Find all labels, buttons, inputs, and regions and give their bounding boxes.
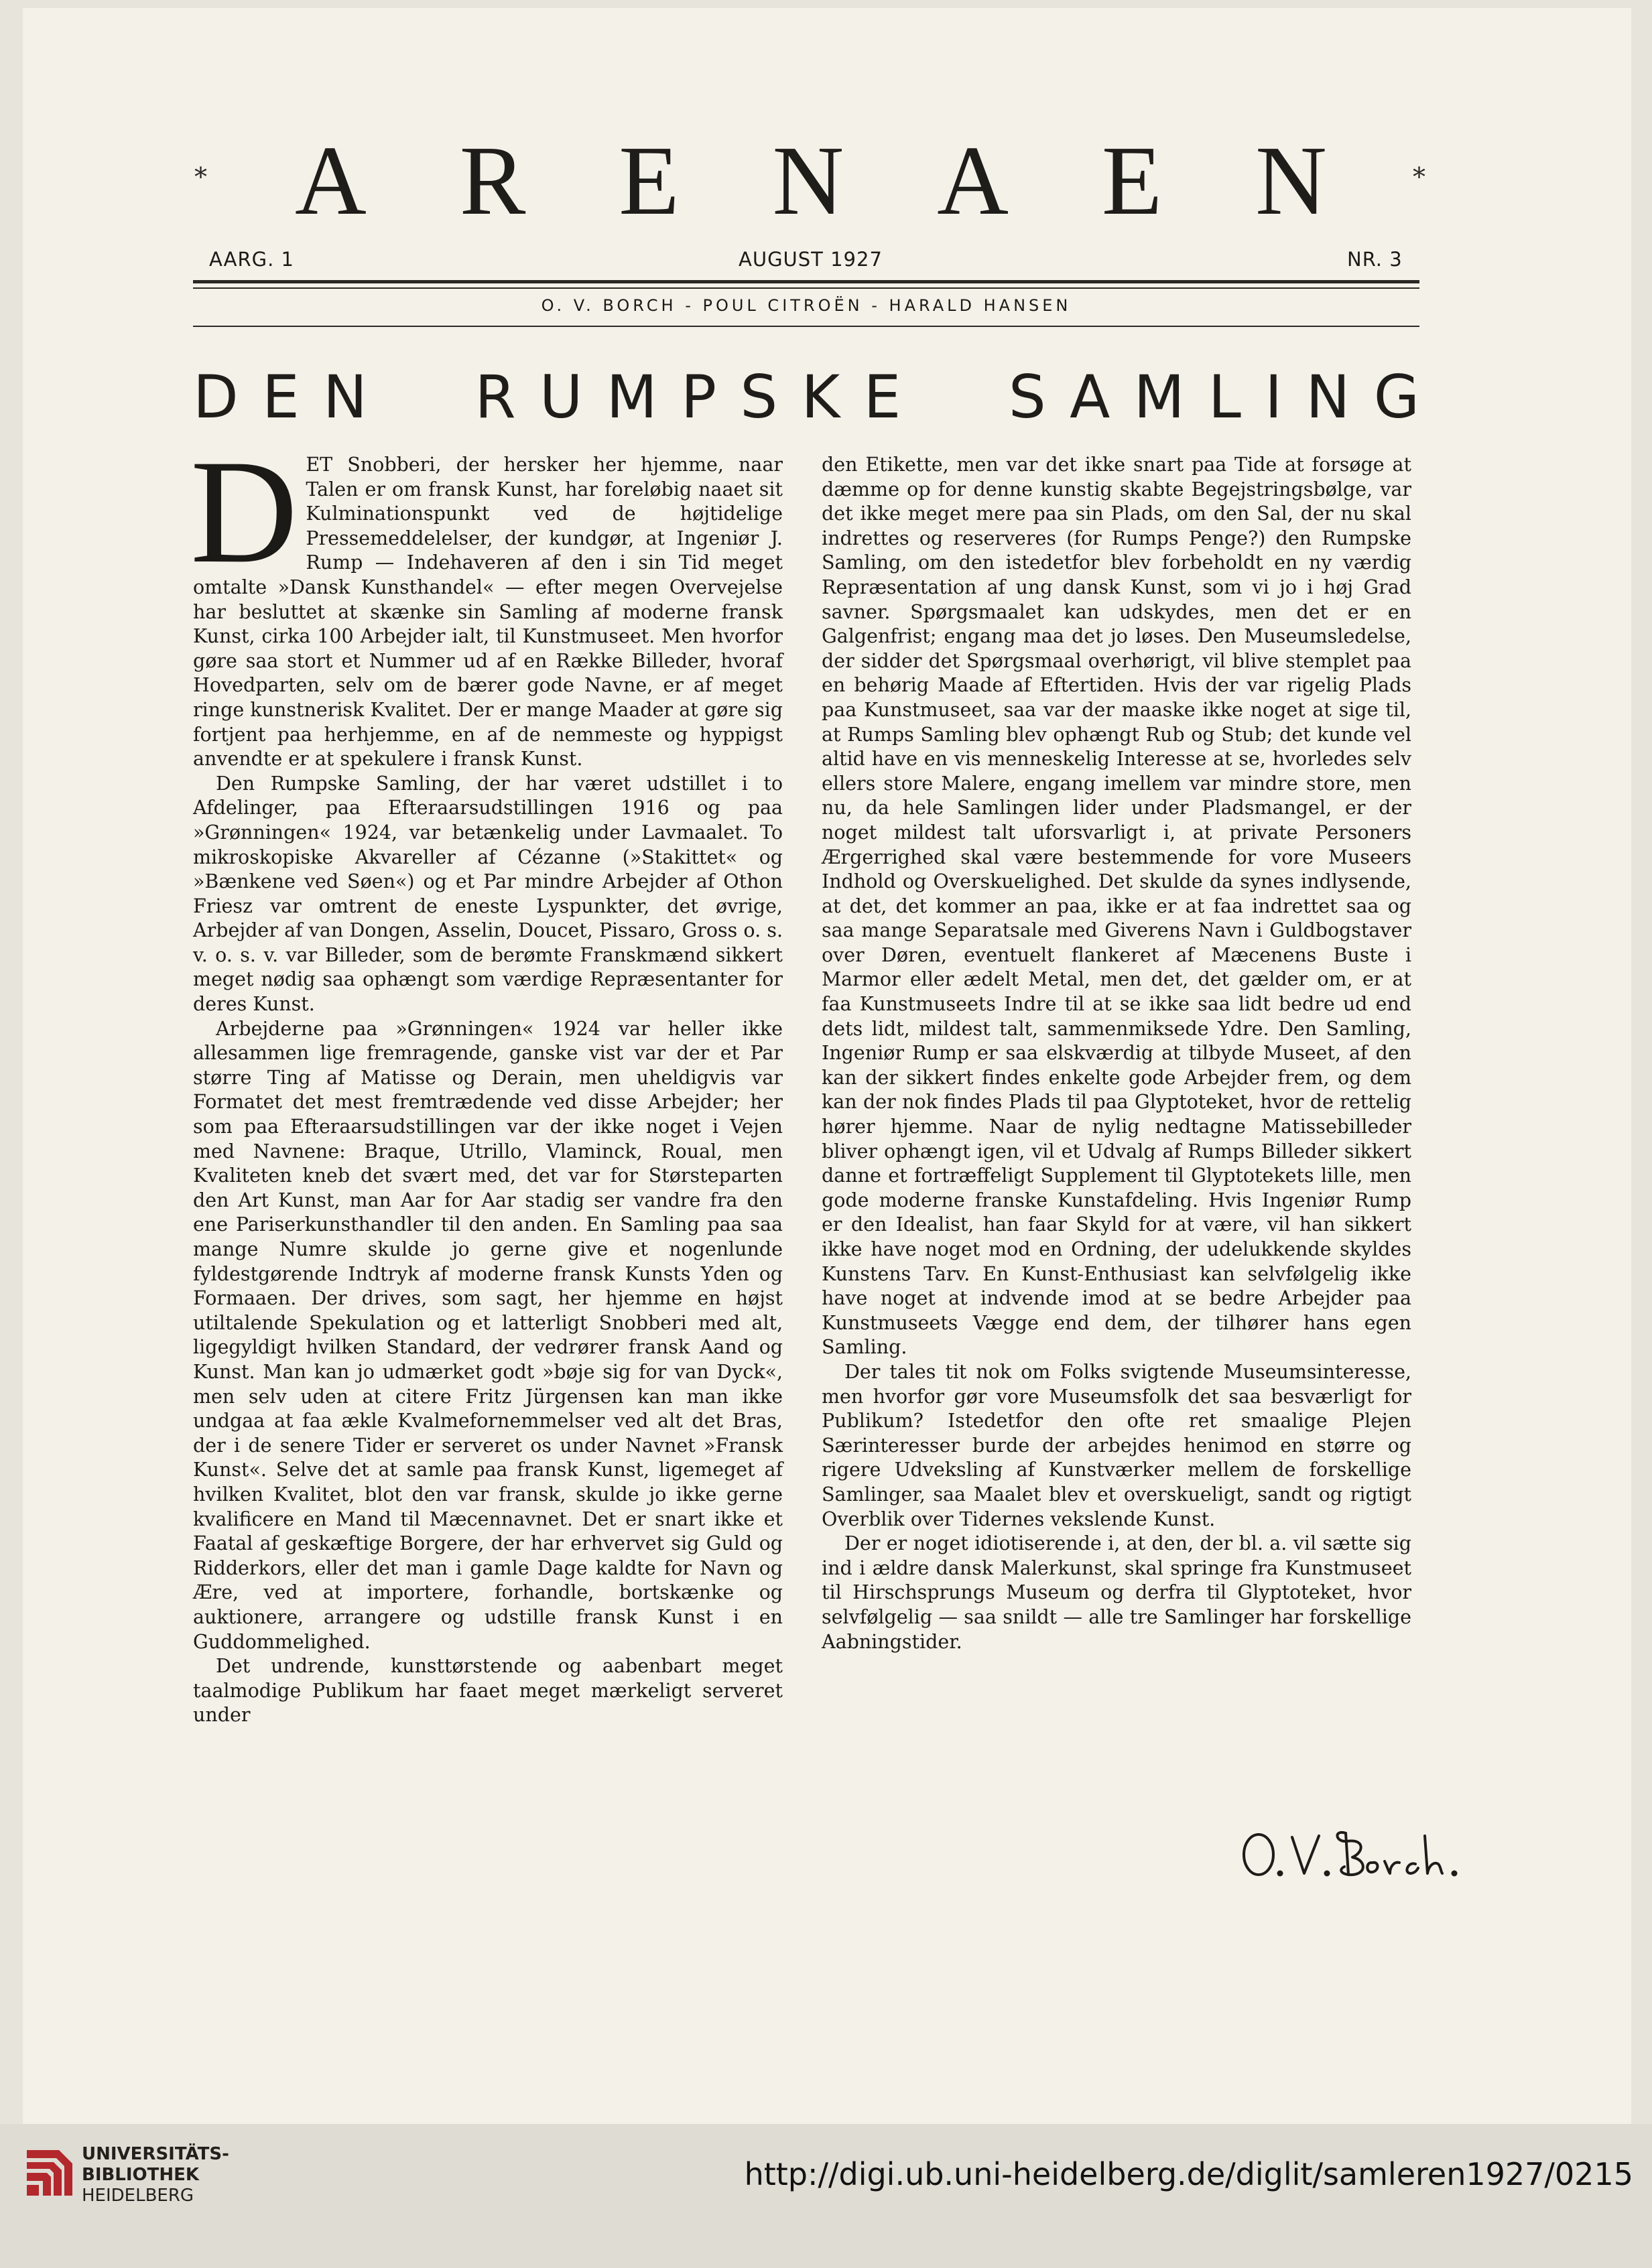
masthead-letter: E	[619, 126, 680, 236]
paragraph: Den Rumpske Samling, der har været udstillet i to Afdelinger, paa Efteraarsudstillingen 1916 og paa »Grønningen« 1924, var betænkelig under Lavmaalet. To mikroskopiske Akvareller af Cézanne (»Stakittet« og »Bænkene ved Søen«) og et Par mindre Arbejder af Othon Friesz var omtrent de eneste Lyspunkter, det øvrige, Arbejder af van Dongen, Asselin, Doucet, Pissaro, Gross o. s. v. o. s. v. var Billeder, som de berømte Franskmænd sikkert meget nødig saa ophængt som værdige Repræsentanter for deres Kunst.	[193, 772, 783, 1016]
title-letter: A	[1070, 362, 1110, 431]
library-name	[82, 2144, 229, 2206]
article-column-left	[190, 429, 783, 1847]
library-name-line3: HEIDELBERG	[82, 2186, 194, 2206]
paragraph-text: ET Snobberi, der hersker her hjemme, naar Talen er om fransk Kunst, har foreløbig naaet sit Kulminationspunkt ved de højtidelige Pressemeddelelser, der kundgør, at Ingeniør J. Rump — Indehaveren af den i sin Tid meget omtalte »Dansk Kunsthandel« — efter megen Overvejelse har besluttet at skænke sin Samling af moderne fransk Kunst, cirka 100 Arbejder ialt, til Kunstmuseet. Men hvorfor gøre saa stort et Nummer ud af en Række Billeder, hvoraf Hovedparten, selv om de bærer gode Navne, er af meget ringe kunstnerisk Kvalitet. Der er mange Maader at gøre sig fortjent paa herhjemme, en af de nemmeste og hyppigst anvendte er at spekulere i fransk Kunst.	[193, 454, 783, 771]
title-letter: M	[606, 362, 657, 431]
title-letter: S	[740, 362, 778, 431]
author-signature	[1233, 1809, 1481, 1889]
issue-number: NR. 3	[1347, 248, 1403, 271]
masthead-letter: N	[772, 126, 844, 236]
paragraph	[190, 429, 783, 772]
masthead-star-left: *	[194, 162, 207, 192]
article-title	[193, 362, 1419, 431]
paragraph: Der er noget idiotiserende i, at den, der bl. a. vil sætte sig ind i ældre dansk Malerkunst, skal springe fra Kunstmuseet til Hirschsprungs Museum og derfra til Glyptoteket, hvor selvfølgelig — saa snildt — alle tre Samlinger har forskellige Aabningstider.	[822, 1532, 1411, 1653]
masthead-letter: E	[1101, 126, 1163, 236]
title-letter: M	[1133, 362, 1185, 431]
title-letter: G	[1373, 362, 1419, 431]
title-letter: L	[1208, 362, 1241, 431]
masthead-rule-thin	[193, 287, 1419, 289]
paragraph: Det undrende, kunsttørstende og aabenbart meget taalmodige Publikum har faaet meget mærkeligt serveret under	[193, 1655, 783, 1727]
title-letter: I	[1265, 362, 1283, 431]
source-url[interactable]: http://digi.ub.uni-heidelberg.de/diglit/samleren1927/0215	[744, 2156, 1633, 2192]
library-name-line1: UNIVERSITÄTS-	[82, 2144, 229, 2164]
masthead-letter: A	[295, 126, 367, 236]
university-library-logo-icon	[23, 2146, 76, 2200]
footer-bar	[0, 2124, 1652, 2268]
title-letter: D	[193, 362, 239, 431]
editors-rule	[193, 326, 1419, 327]
title-letter: K	[801, 362, 840, 431]
editors-line: O. V. BORCH - POUL CITROËN - HARALD HANSEN	[541, 296, 1072, 315]
title-letter: R	[474, 362, 516, 431]
masthead-letter: N	[1255, 126, 1327, 236]
masthead-title	[295, 126, 1327, 236]
library-name-line2: BIBLIOTHEK	[82, 2165, 200, 2185]
paragraph: den Etikette, men var det ikke snart paa Tide at forsøge at dæmme op for denne kunstig skabte Begejstringsbølge, var det ikke meget mere paa sin Plads, om den Sal, der nu skal indrettes og reserveres (for Rumps Penge?) den Rumpske Samling, om den istedetfor blev forbeholdt en ny værdig Repræsentation af ung dansk Kunst, som vi jo i høj Grad savner. Spørgsmaalet kan udskydes, men det er en Galgenfrist; engang maa det jo løses. Den Museumsledelse, der sidder det Spørgsmaal overhørigt, vil blive stemplet paa en behørig Maade af Eftertiden. Hvis der var rigelig Plads paa Kunstmuseet, saa var der maaske ikke noget at sige til, at Rumps Samling blev ophængt Rub og Stub; det kunde vel altid have en vis menneskelig Interesse at se, hvorledes selv ellers store Malere, engang imellem var mindre store, men nu, da hele Samlingen lider under Pladsmangel, er der noget mildest talt uforsvarligt i, at private Personers Ærgerrighed skal være bestemmende for vore Museers Indhold og Overskuelighed. Det skulde da synes indlysende, at det, det kommer an paa, ikke er at faa indrettet saa og saa mange Separatsale med Giverens Navn i Guldbogstaver over Døren, eventuelt flankeret af Mæcenens Buste i Marmor eller ædelt Metal, men det, det gælder om, er at faa Kunstmuseets Indre til at se ikke saa lidt bedre ud end dets lidt, mildest talt, sammenmiksede Ydre. Den Samling, Ingeniør Rump er saa elskværdig at tilbyde Museet, af den kan der sikkert findes enkelte gode Arbejder frem, og dem kan der nok findes Plads til paa Glyptoteket, hvor de rettelig hører hjemme. Naar de nylig nedtagne Matissebilleder bliver ophængt igen, vil et Udvalg af Rumps Billeder sikkert danne et fortræffeligt Supplement til Glyptotekets lille, men gode moderne franske Kunstafdeling. Hvis Ingeniør Rump er den Idealist, han faar Skyld for at være, vil han sikkert ikke have noget mod en Ordning, der udelukkende skyldes Kunstens Tarv. En Kunst-Enthusiast kan selvfølgelig ikke have noget at indvende imod at se bedre Arbejder paa Kunstmuseets Vægge end dem, der tilhører hans egen Samling.	[822, 454, 1411, 1359]
article-column-right	[822, 453, 1411, 1847]
title-letter: N	[1306, 362, 1350, 431]
masthead-star-right: *	[1413, 162, 1425, 192]
title-letter: N	[323, 362, 367, 431]
title-word-gap	[391, 365, 451, 429]
masthead-rule-thick	[193, 280, 1419, 283]
title-letter: U	[539, 362, 583, 431]
title-letter: E	[863, 362, 901, 431]
issue-date: AUGUST 1927	[739, 248, 883, 271]
masthead-letter: R	[459, 126, 526, 236]
title-letter: P	[681, 362, 717, 431]
paragraph: Der tales tit nok om Folks svigtende Museumsinteresse, men hvorfor gør vore Museumsfolk det saa besværligt for Publikum? Istedetfor den ofte ret smaalige Plejen Særinteresser burde der arbejdes henimod en større og rigere Udveksling af Kunstværker mellem de forskellige Samlinger, saa Maalet blev et overskueligt, sandt og rigtigt Overblik over Tidernes vekslende Kunst.	[822, 1360, 1411, 1530]
title-letter: E	[262, 362, 300, 431]
title-letter: S	[1008, 362, 1046, 431]
paragraph: Arbejderne paa »Grønningen« 1924 var heller ikke allesammen lige fremragende, ganske vist var der et Par større Ting af Matisse og Derain, men uheldigvis var Formatet det mest fremtrædende ved disse Arbejder; her som paa Efteraarsudstillingen var der ikke noget i Vejen med Navnene: Braque, Utrillo, Vlaminck, Roual, men Kvaliteten kneb det svært med, det var for Størsteparten den Art Kunst, man Aar for Aar stadig ser vandre fra den ene Pariserkunsthandler til den anden. En Samling paa saa mange Numre skulde jo gerne give et nogenlunde fyldestgørende Indtryk af moderne fransk Kunsts Yden og Formaaen. Der drives, som sagt, her hjemme en højst utiltalende Spekulation og et latterligt Snobberi med alt, ligegyldigt hvilken Standard, der vedrører fransk Aand og Kunst. Man kan jo udmærket godt »bøje sig for van Dyck«, men selv uden at citere Fritz Jürgensen kan man ikke undgaa at faa ækle Kvalmefornemmelser ved alt det Bras, der i de senere Tider er serveret os under Navnet »Fransk Kunst«. Selve det at samle paa fransk Kunst, ligemeget af hvilken Kvalitet, blot den var fransk, skulde jo ikke gerne kvalificere en Mand til Mæcennavnet. Det er snart ikke et Faatal af geskæftige Borgere, der har erhvervet sig Guld og Ridderkors, eller det man i gamle Dage kaldte for Navn og Ære, ved at importere, forhandle, bortskænke og auktionere, arrangere og udstille fransk Kunst i en Guddommelighed.	[193, 1017, 783, 1653]
volume-label: AARG. 1	[209, 248, 294, 271]
title-word-gap	[925, 365, 985, 429]
masthead-letter: A	[937, 126, 1009, 236]
drop-cap: D	[190, 429, 298, 594]
